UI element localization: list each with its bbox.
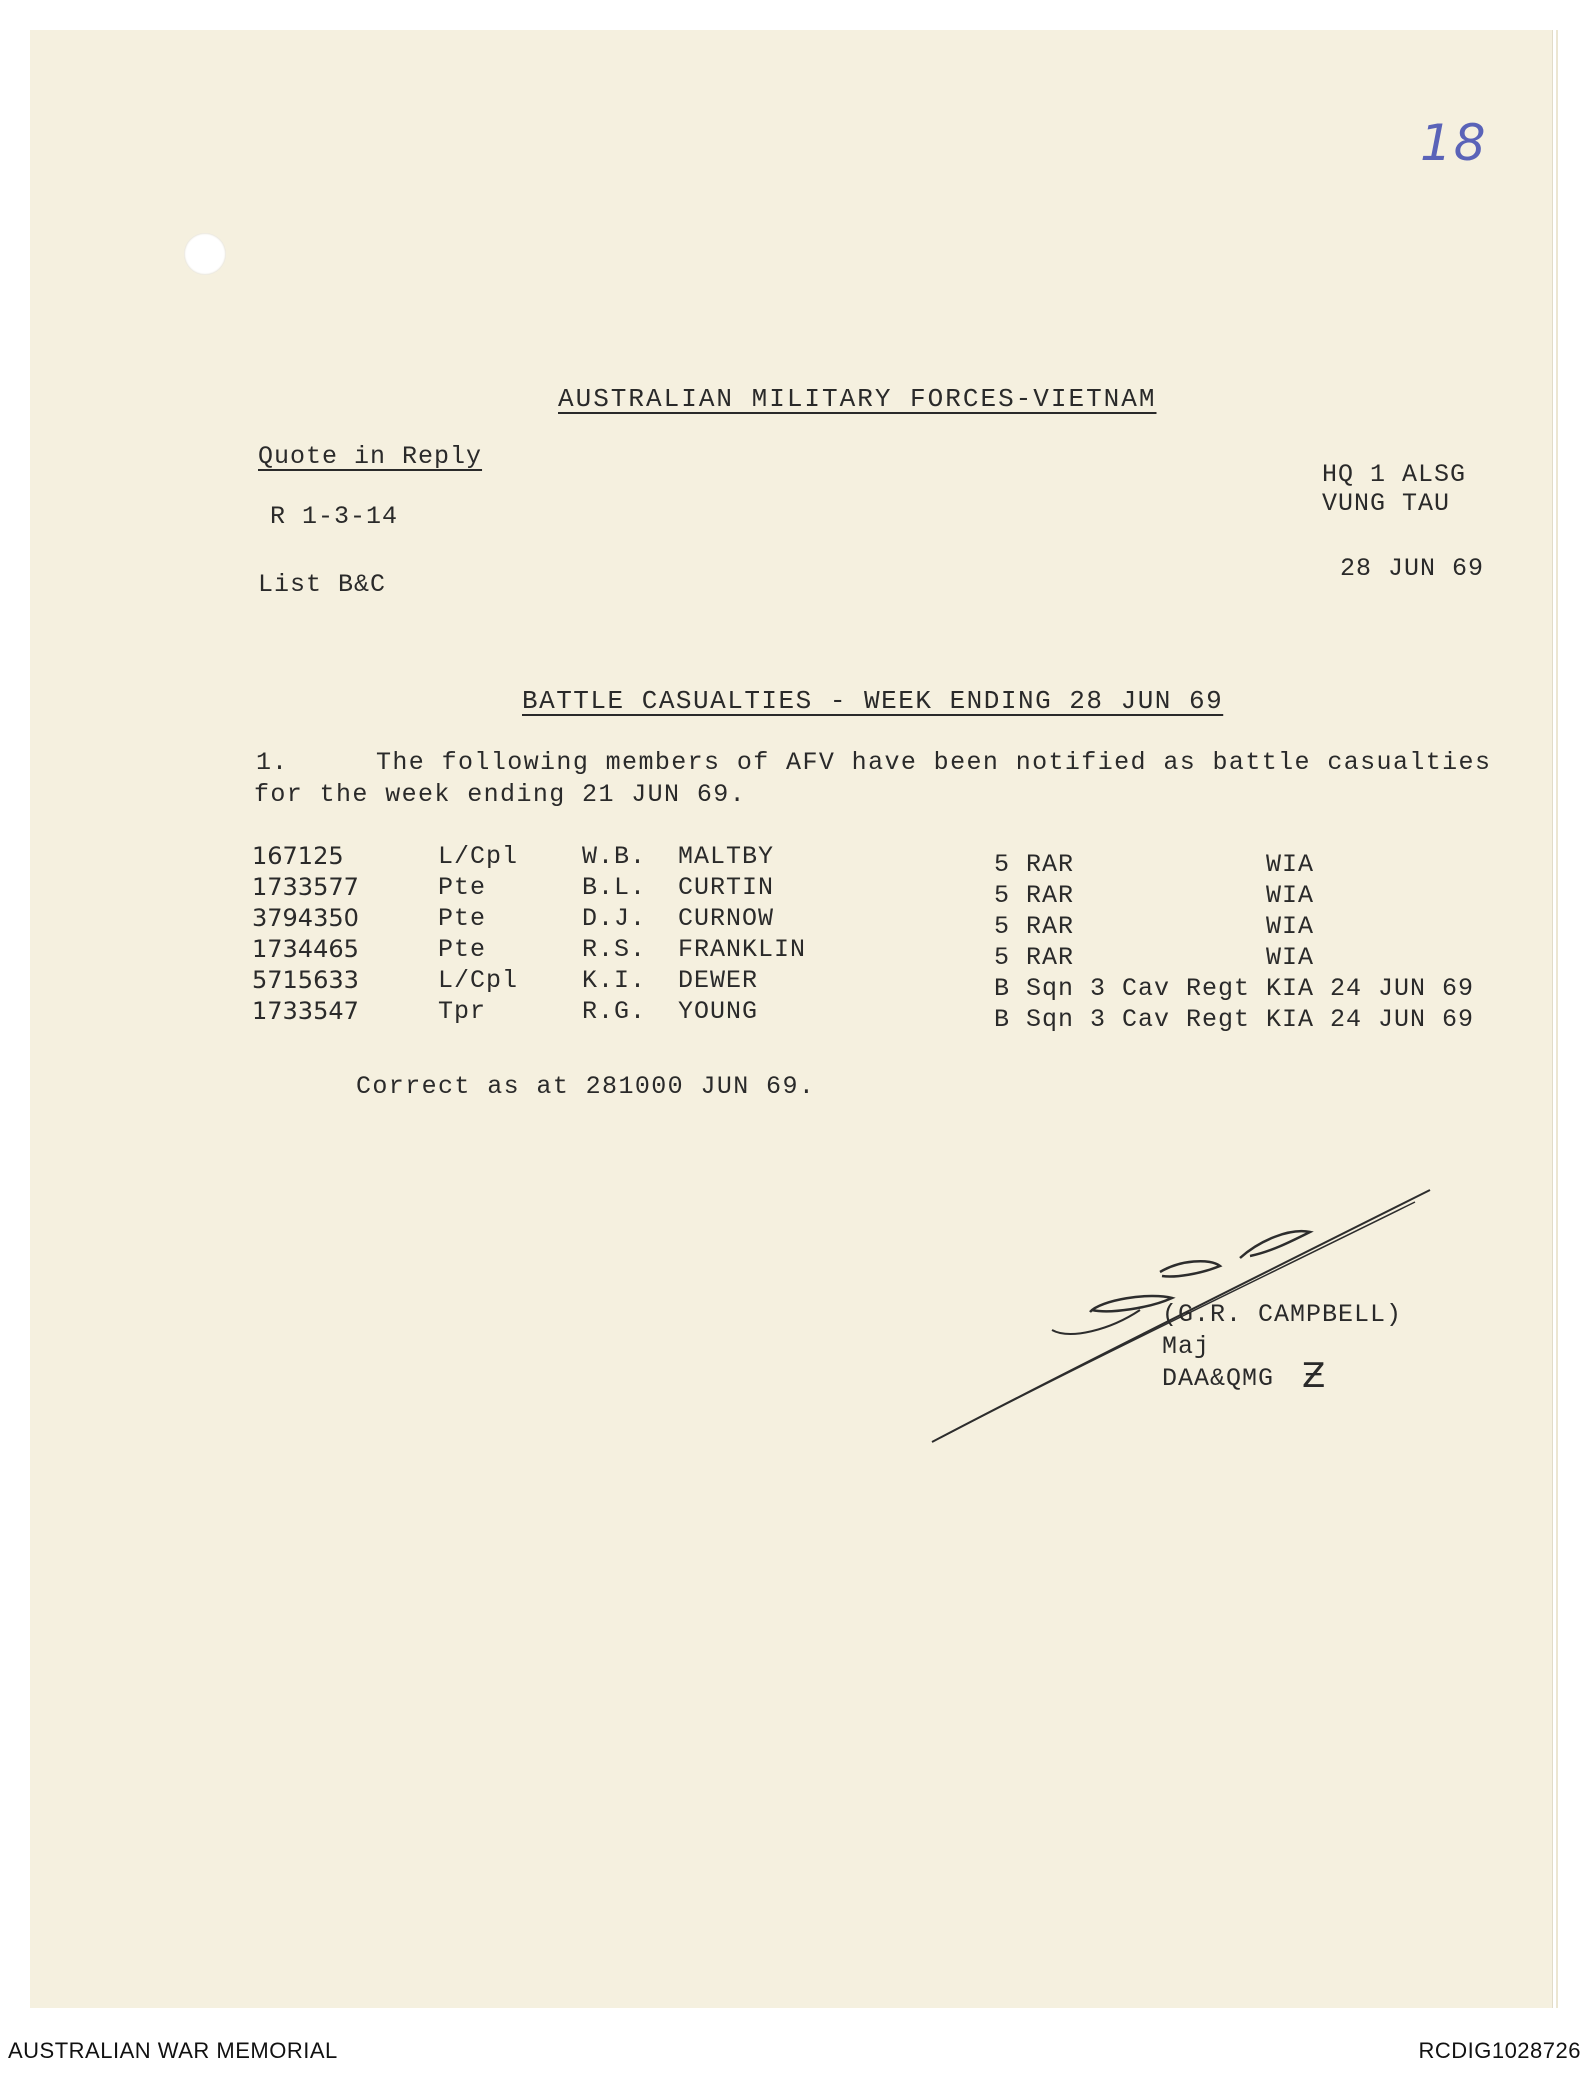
initials: B.L.	[582, 873, 647, 902]
rank: L/Cpl	[438, 842, 519, 871]
service-number: 3794350	[252, 904, 359, 932]
casualty-row	[252, 997, 1502, 1034]
rank: Pte	[438, 935, 487, 964]
casualty-row	[252, 873, 1502, 910]
rank: L/Cpl	[438, 966, 519, 995]
surname: MALTBY	[678, 842, 775, 871]
casualty-row	[252, 935, 1502, 972]
paragraph-line-2: for the week ending 21 JUN 69.	[254, 780, 747, 809]
unit: 5 RAR	[994, 912, 1075, 941]
footer-archive-name: AUSTRALIAN WAR MEMORIAL	[8, 2038, 338, 2063]
surname: CURNOW	[678, 904, 775, 933]
list-reference: List B&C	[258, 570, 387, 599]
signatory-appointment: DAA&QMG	[1162, 1364, 1275, 1393]
initials: R.G.	[582, 997, 647, 1026]
surname: YOUNG	[678, 997, 759, 1026]
service-number: 1734465	[252, 935, 359, 963]
service-number: 167125	[252, 842, 344, 870]
service-number: 1733547	[252, 997, 359, 1025]
footer-catalogue-id: RCDIG1028726	[1418, 2038, 1581, 2063]
unit: 5 RAR	[994, 943, 1075, 972]
casualty-status: WIA	[1266, 943, 1315, 972]
correct-as-at: Correct as at 281000 JUN 69.	[356, 1072, 816, 1101]
rank: Tpr	[438, 997, 487, 1026]
casualty-status: WIA	[1266, 881, 1315, 910]
casualty-row	[252, 904, 1502, 941]
rank: Pte	[438, 904, 487, 933]
file-reference: R 1-3-14	[270, 502, 399, 531]
unit: 5 RAR	[994, 850, 1075, 879]
rank: Pte	[438, 873, 487, 902]
unit: B Sqn 3 Cav Regt	[994, 1005, 1251, 1034]
casualty-row	[252, 966, 1502, 1003]
subject-heading: BATTLE CASUALTIES - WEEK ENDING 28 JUN 69	[522, 686, 1224, 716]
service-number: 1733577	[252, 873, 359, 901]
initials: W.B.	[582, 842, 647, 871]
surname: FRANKLIN	[678, 935, 807, 964]
folio-number: 18	[1420, 114, 1488, 172]
unit: 5 RAR	[994, 881, 1075, 910]
signatory-name: (G.R. CAMPBELL)	[1162, 1300, 1403, 1329]
surname: CURTIN	[678, 873, 775, 902]
signature-scrawl	[910, 1180, 1450, 1480]
quote-in-reply-label: Quote in Reply	[258, 442, 483, 471]
initials: R.S.	[582, 935, 647, 964]
unit: B Sqn 3 Cav Regt	[994, 974, 1251, 1003]
initials: K.I.	[582, 966, 647, 995]
letterhead-heading: AUSTRALIAN MILITARY FORCES-VIETNAM	[558, 384, 1157, 414]
signatory-rank: Maj	[1162, 1332, 1211, 1361]
initial-mark: Ƶ	[1302, 1356, 1327, 1396]
casualty-status: KIA 24 JUN 69	[1266, 974, 1475, 1003]
casualty-list	[252, 842, 1502, 1034]
initials: D.J.	[582, 904, 647, 933]
casualty-status: WIA	[1266, 850, 1315, 879]
document-date: 28 JUN 69	[1340, 554, 1485, 583]
document-sheet	[30, 30, 1552, 2008]
paragraph-number: 1.	[256, 748, 289, 777]
hq-line-2: VUNG TAU	[1322, 489, 1451, 518]
hq-line-1: HQ 1 ALSG	[1322, 460, 1467, 489]
casualty-status: WIA	[1266, 912, 1315, 941]
paragraph-line-1: The following members of AFV have been notified as battle casualties	[376, 748, 1492, 777]
casualty-row	[252, 842, 1502, 879]
service-number: 5715633	[252, 966, 359, 994]
casualty-status: KIA 24 JUN 69	[1266, 1005, 1475, 1034]
punch-hole	[184, 233, 226, 275]
surname: DEWER	[678, 966, 759, 995]
